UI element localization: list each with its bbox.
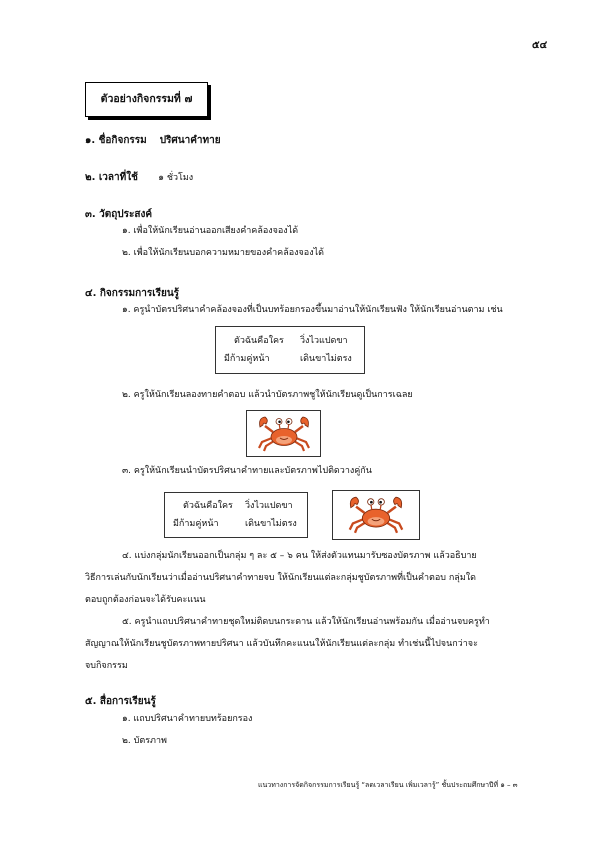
activity-step-5-line: จบกิจกรรม [85,661,128,671]
activity-step-4-line: ๔. แบ่งกลุ่มนักเรียนออกเป็นกลุ่ม ๆ ละ ๕ – ๖ คน ให้ส่งตัวแทนมารับซองบัตรภาพ แล้วอธิบาย [122,551,477,561]
page-footer: แนวทางการจัดกิจกรรมการเรียนรู้ “ลดเวลาเรียน เพิ่มเวลารู้” ชั้นประถมศึกษาปีที่ ๑ – ๓ [258,781,518,789]
objective-item: ๑. เพื่อให้นักเรียนอ่านออกเสียงคำคล้องจองได้ [122,226,299,236]
riddle-line-2a: มีก้ามคู่หน้า [224,354,270,364]
section-2-heading [85,172,193,184]
section-1-label: ๑. ชื่อกิจกรรม [85,135,147,146]
section-1-heading [85,135,221,147]
media-item: ๒. บัตรภาพ [122,736,167,746]
activity-step-4-line: ตอบถูกต้องก่อนจะได้รับคะแนน [85,595,206,605]
riddle-line-1b: วิ่งไวแปดขา [245,501,293,511]
activity-step-4-line: วิธีการเล่นกับนักเรียนว่าเมื่ออ่านปริศนาคำทายจบ ให้นักเรียนแต่ละกลุ่มชูบัตรภาพที่เป็นคำตอบ กลุ่มใด [85,573,476,583]
section-2-label: ๒. เวลาที่ใช้ [85,172,138,183]
section-5-heading: ๕. สื่อการเรียนรู้ [85,696,156,707]
objective-item: ๒. เพื่อให้นักเรียนบอกความหมายของคำคล้องจองได้ [122,248,324,258]
section-4-heading: ๔. กิจกรรมการเรียนรู้ [85,288,180,299]
activity-step-1: ๑. ครูนำบัตรปริศนาคำคล้องจองที่เป็นบทร้อยกรองขึ้นมาอ่านให้นักเรียนฟัง ให้นักเรียนอ่านตาม เช่น [122,305,503,315]
picture-card [246,410,321,457]
riddle-line-1a: ตัวฉันคือใคร [234,336,284,346]
section-3-heading: ๓. วัตถุประสงค์ [85,209,153,220]
riddle-line-1b: วิ่งไวแปดขา [300,336,348,346]
riddle-line-2b: เดินขาไม่ตรง [245,519,297,529]
crab-icon [344,494,408,536]
section-1-value: ปริศนาคำทาย [159,135,221,146]
riddle-card [164,492,308,538]
page-number: ๕๔ [532,40,548,51]
riddle-line-2a: มีก้ามคู่หน้า [173,519,219,529]
media-item: ๑. แถบปริศนาคำทายบทร้อยกรอง [122,714,253,724]
activity-title-box [85,82,208,117]
riddle-card [215,326,365,374]
activity-step-5-line: ๕. ครูนำแถบปริศนาคำทายชุดใหม่ติดบนกระดาน แล้วให้นักเรียนอ่านพร้อมกัน เมื่ออ่านจบครูทำ [122,617,490,627]
riddle-line-2b: เดินขาไม่ตรง [300,354,352,364]
activity-step-5-line: สัญญาณให้นักเรียนชูบัตรภาพทายปริศนา แล้วบันทึกคะแนนให้นักเรียนแต่ละกลุ่ม ทำเช่นนี้ไปจนกว่าจะ [85,639,478,649]
activity-step-3: ๓. ครูให้นักเรียนนำบัตรปริศนาคำทายและบัตรภาพไปติดวางคู่กัน [122,466,372,476]
section-2-value: ๑ ชั่วโมง [158,173,194,183]
activity-title: ตัวอย่างกิจกรรมที่ ๗ [100,93,193,106]
activity-step-2: ๒. ครูให้นักเรียนลองทายคำตอบ แล้วนำบัตรภาพชูให้นักเรียนดูเป็นการเฉลย [122,390,413,400]
crab-icon [254,414,314,454]
riddle-line-1a: ตัวฉันคือใคร [183,501,233,511]
picture-card [332,490,420,540]
